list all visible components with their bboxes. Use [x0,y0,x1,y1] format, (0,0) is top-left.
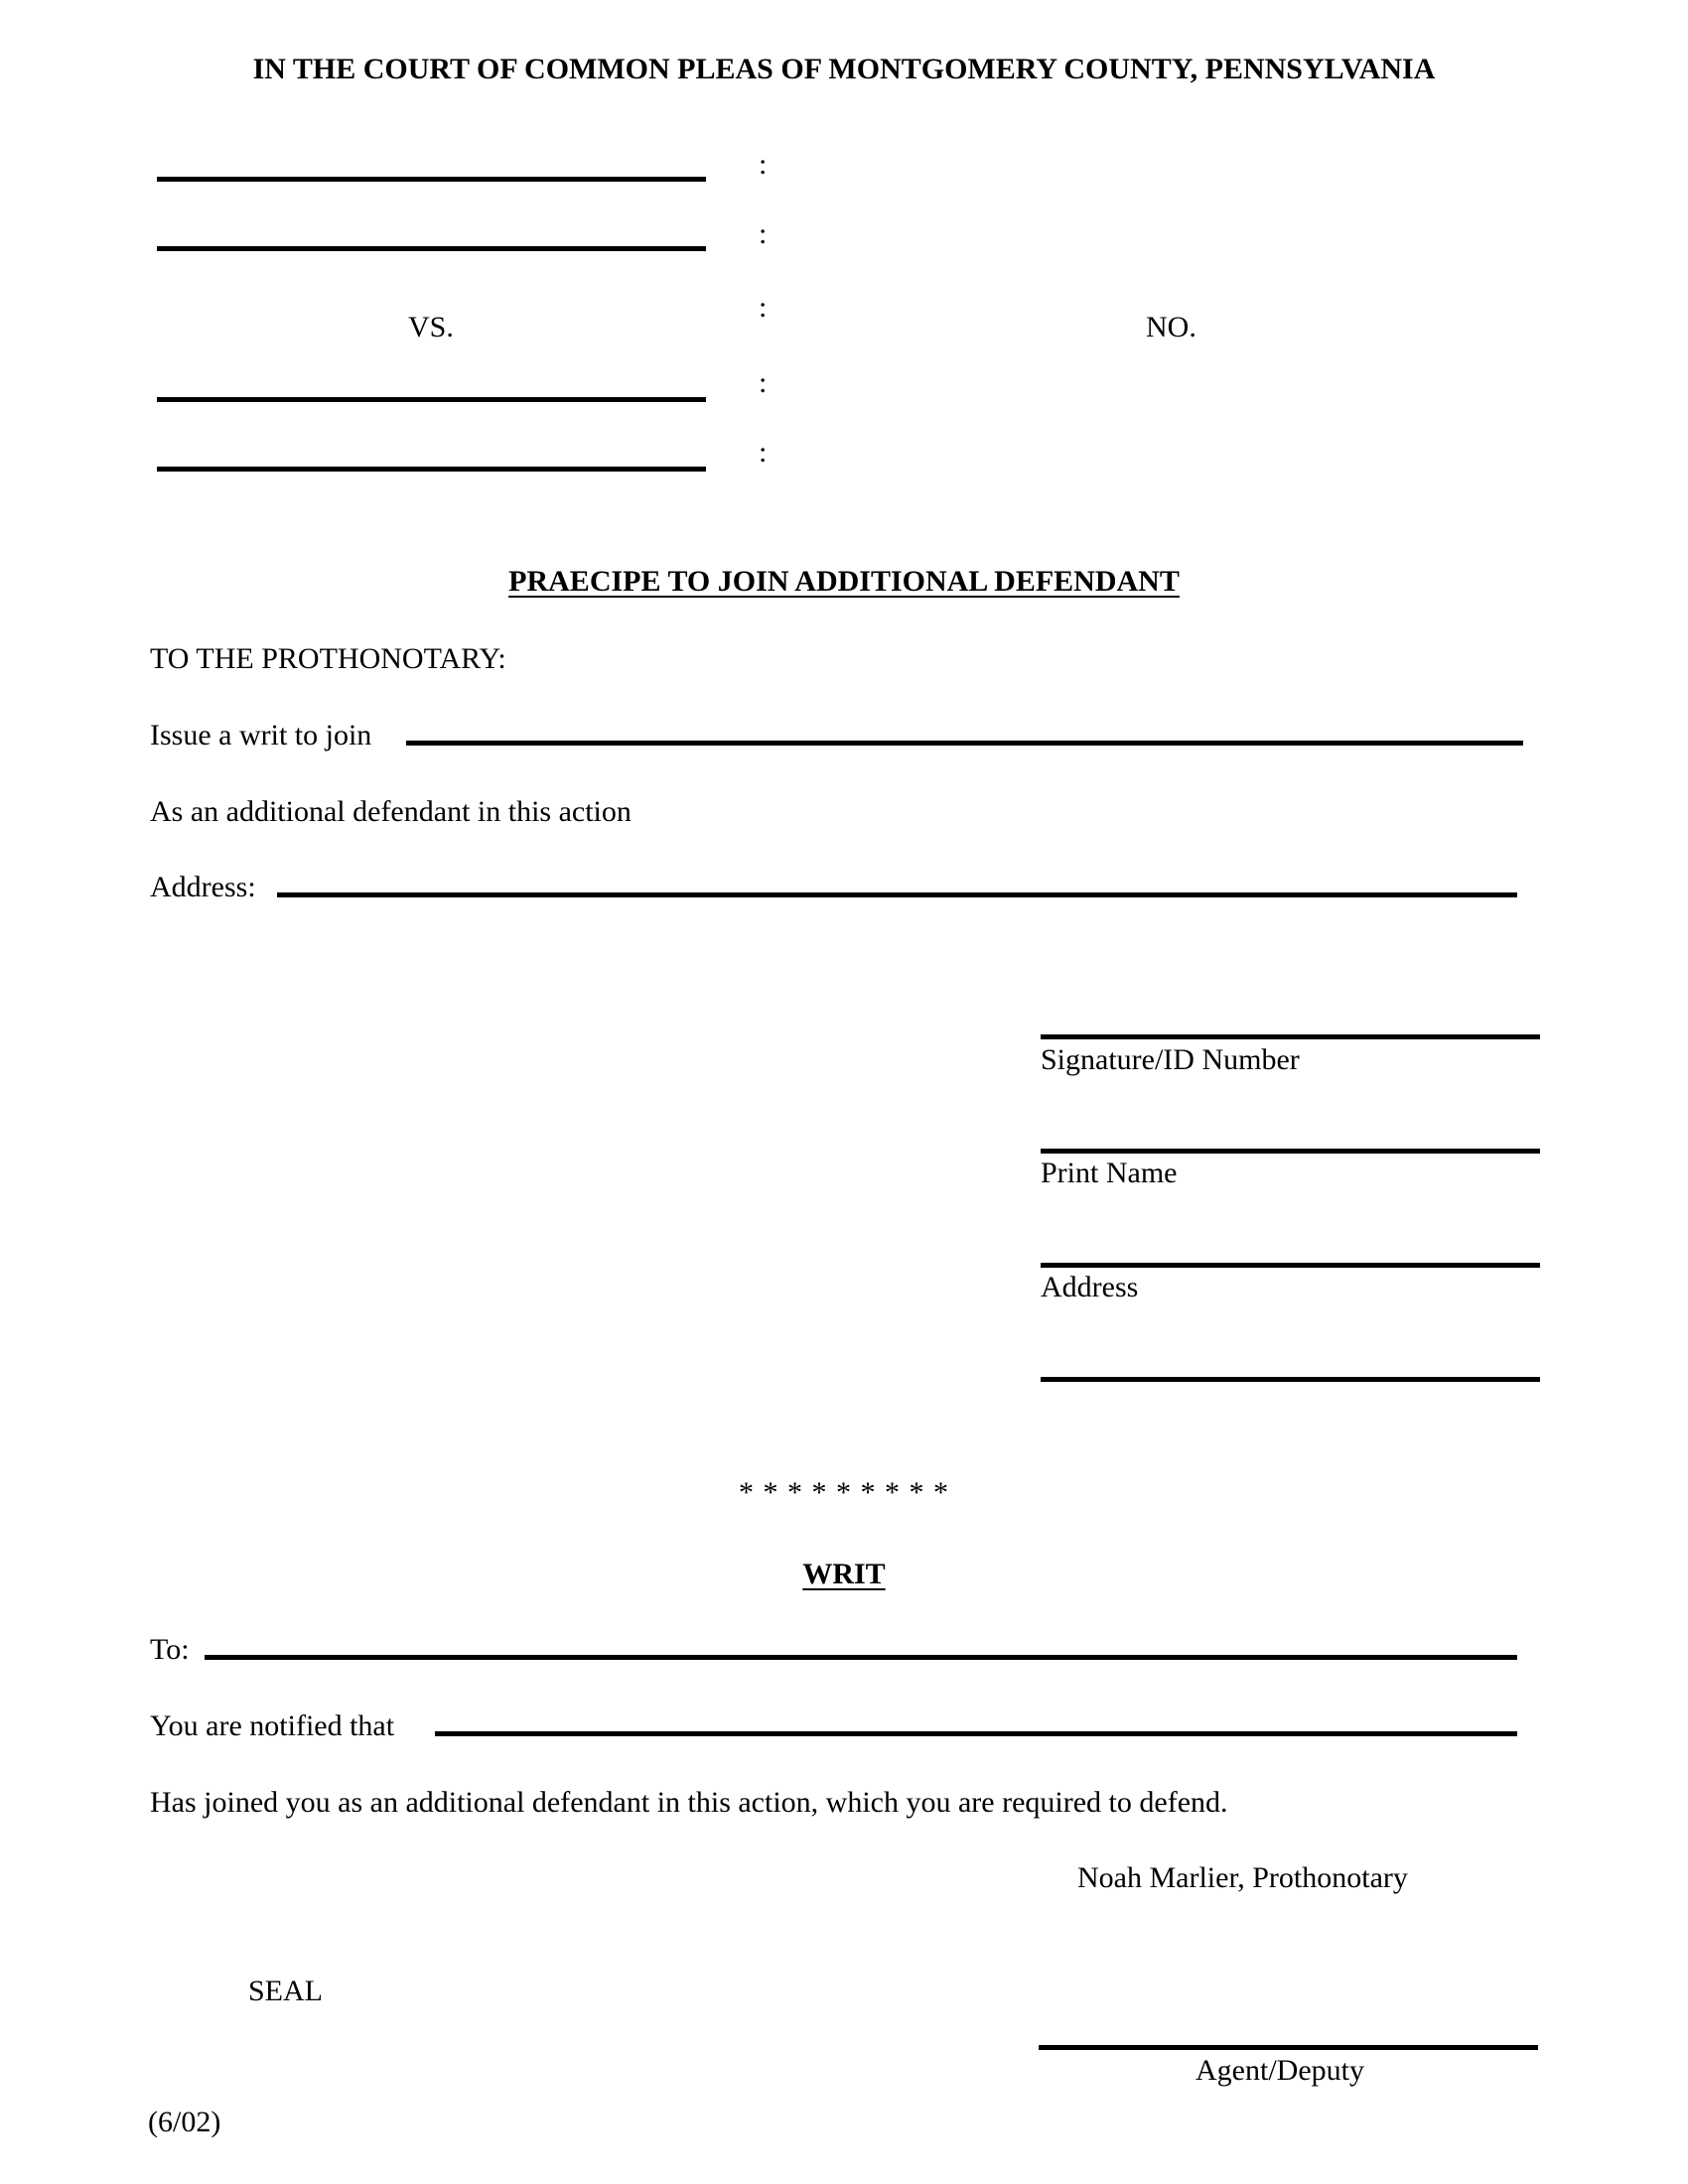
caption-colon: : [759,148,768,181]
prothonotary-name: Noah Marlier, Prothonotary [1077,1861,1408,1894]
notified-party-line[interactable] [435,1731,1517,1736]
signature-id-label: Signature/ID Number [1041,1043,1300,1076]
signature-line[interactable] [1041,1034,1540,1039]
signer-address-label: Address [1041,1271,1139,1303]
signer-address-line-2[interactable] [1041,1377,1540,1382]
plaintiff-line-2[interactable] [157,246,706,251]
court-title: IN THE COURT OF COMMON PLEAS OF MONTGOMERY COUNTY, PENNSYLVANIA [252,53,1436,85]
vs-label: VS. [408,311,454,343]
additional-defendant-text: As an additional defendant in this action [150,795,632,828]
seal-label: SEAL [248,1975,323,2007]
issue-writ-label: Issue a writ to join [150,719,372,751]
notified-label: You are notified that [150,1709,395,1742]
defendant-line-1[interactable] [157,397,706,402]
caption-colon: : [759,366,768,399]
writ-to-label: To: [150,1633,190,1666]
joined-text: Has joined you as an additional defendant in this action, which you are required to defend. [150,1786,1228,1819]
join-party-line[interactable] [406,741,1523,746]
writ-title: WRIT [802,1558,886,1590]
praecipe-address-label: Address: [150,871,256,903]
plaintiff-line-1[interactable] [157,177,706,182]
agent-deputy-label: Agent/Deputy [1196,2054,1364,2087]
form-date: (6/02) [148,2106,221,2138]
print-name-line[interactable] [1041,1149,1540,1154]
caption-colon: : [759,436,768,469]
prothonotary-addressee: TO THE PROTHONOTARY: [150,642,506,675]
praecipe-address-line[interactable] [277,892,1517,897]
signer-address-line-1[interactable] [1041,1263,1540,1268]
agent-deputy-line[interactable] [1039,2045,1538,2050]
print-name-label: Print Name [1041,1157,1178,1189]
caption-colon: : [759,217,768,250]
writ-to-line[interactable] [205,1655,1517,1660]
defendant-line-2[interactable] [157,467,706,472]
case-number-label: NO. [1146,311,1196,343]
praecipe-title: PRAECIPE TO JOIN ADDITIONAL DEFENDANT [508,565,1180,598]
caption-colon: : [759,291,768,324]
section-separator: * * * * * * * * * [739,1476,949,1509]
